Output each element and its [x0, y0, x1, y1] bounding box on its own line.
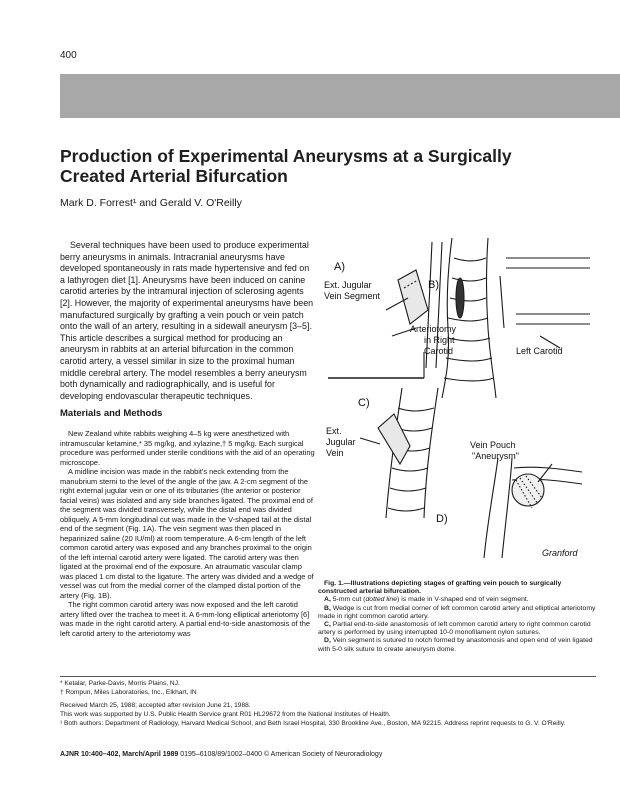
figure-caption [318, 580, 596, 654]
page-number: 400 [60, 50, 77, 61]
caption-c: C, Partial end-to-side anastomosis of left common carotid artery to right common carotid artery is performed by using interrupted 10-0 monofilament nylon sutures. [318, 621, 591, 637]
header-banner [60, 74, 620, 118]
surgical-illustration [320, 228, 592, 576]
figure-label-aneurysm: "Aneurysm" [472, 451, 519, 461]
figure-label-left-carotid: Left Carotid [516, 346, 563, 356]
left-carotid [500, 258, 590, 328]
body-text [60, 429, 316, 638]
footnote-grant: This work was supported by U.S. Public Health Service grant R01 HL29672 from the National Institutes of Health. [60, 711, 391, 718]
vein-segment [398, 270, 428, 324]
figure-label-vein-segment: Vein Segment [324, 291, 381, 301]
figure-label-arteriotomy: Arteriotomy [410, 324, 457, 334]
authors: Mark D. Forrest¹ and Gerald V. O'Reilly [60, 197, 242, 209]
figure-label-a: A) [334, 261, 345, 273]
figure-label-vein: Vein [326, 448, 344, 458]
figure-label-d: D) [436, 513, 448, 525]
section-heading: Materials and Methods [60, 408, 163, 419]
article-title: Production of Experimental Aneurysms at a Surgically Created Arterial Bifurcation [60, 146, 512, 186]
vein-c [378, 414, 410, 464]
arteriotomy [456, 278, 464, 318]
caption-lead: Fig. 1.—Illustrations depicting stages of grafting vein pouch to surgically constructed arterial bifurcation. [318, 580, 562, 596]
body-paragraph: The right common carotid artery was now exposed and the left carotid artery lifted over the trachea to meet it. A 6-mm-long elliptical arteriotomy [6] was made in the right carotid artery. A partial end-to-side anastomosis of the left carotid artery to the arteriotomy was [60, 600, 310, 638]
footnote-ketalar: * Ketalar, Parke-Davis, Morris Plains, NJ. [60, 680, 180, 687]
footnote-divider [60, 676, 596, 677]
body-paragraph: A midline incision was made in the rabbit's neck extending from the manubrium sterni to the level of the angle of the jaw. A 2-cm segment of the right external jugular vein or one of its tributaries (the anterior or posterior facial veins) was isolated and any side branches ligated. The proximal end of the segment was divided transversely, while the distal end was divided obliquely. A 5-mm longitudinal cut was made in the V-shaped tail at the distal end of the segment (Fig. 1A). The vein segment was then placed in heparinized saline (20 IU/ml) at room temperature. A 6-cm length of the left common carotid artery was exposed and any branches proximal to the origin of the left internal carotid artery were ligated. The carotid artery was then ligated at the proximal end of the exposure. An atraumatic vascular clamp was placed 1 cm distal to the ligature. The artery was divided and a wedge of vessel was cut from the medial corner of the clamped distal portion of the artery (Fig. 1B). [60, 467, 314, 600]
figure-label-vein-pouch: Vein Pouch [470, 440, 516, 450]
footnote-affiliation: ¹ Both authors: Department of Radiology, Harvard Medical School, and Beth Israel Hospital, 330 Brookline Ave., Boston, MA 92215. Address reprint requests to G. V. O'Reilly. [60, 720, 566, 727]
footnote-rompun: † Rompun, Miles Laboratories, Inc., Elkhart, IN [60, 689, 197, 696]
abstract: Several techniques have been used to produce experimental berry aneurysms in animals. Intracranial aneurysms have developed spontaneously in rats made hypertensive and fed on a lathyrogen diet [1]. Aneurysms have been induced on canine carotid arteries by the intramural injection of sclerosing agents [2]. However, the majority of experimental aneurysms have been manufactured surgically by grafting a vein pouch or vein patch onto the wall of an artery, resulting in a sidewall aneurysm [3–5]. This article describes a surgical method for producing an aneurysm in rabbits at an arterial bifurcation in the common carotid artery, a vessel similar in size to the proximal human middle cerebral artery. The model resembles a berry aneurysm both dynamically and radiographically, and is useful for developing endovascular therapeutic techniques. [60, 240, 314, 401]
journal-citation: AJNR 10:400–402, March/April 1989 0195–6108/89/1002–0400 © American Society of Neuroradiology [60, 751, 383, 758]
figure-label-in-right: in Right [424, 335, 455, 345]
caption-d: D, Vein segment is sutured to notch formed by anastomosis and open end of vein ligated with 5-0 silk suture to create aneurysm dome. [318, 637, 593, 653]
footnote-received: Received March 25, 1988; accepted after revision June 21, 1988. [60, 702, 251, 709]
figure-label-carotid: Carotid [424, 346, 454, 356]
caption-a: A, 5-mm cut (dotted line) is made in V-shaped end of vein segment. [324, 596, 529, 604]
figure-label-c: C) [358, 397, 370, 409]
figure-label-ext: Ext. [326, 426, 342, 436]
figure-label-b: B) [428, 279, 439, 291]
body-paragraph: New Zealand white rabbits weighing 4–5 kg were anesthetized with intramuscular ketamine,* 35 mg/kg, and xylazine,† 5 mg/kg. Each surgical procedure was performed under sterile conditions with the aid of an operating microscope. [60, 429, 315, 467]
caption-b: B, Wedge is cut from medial corner of left common carotid artery and elliptical arteriotomy made in right common carotid artery. [318, 604, 596, 620]
figure-label-ext-jugular-segment: Ext. Jugular [324, 280, 372, 290]
carotid-d [484, 458, 512, 558]
figure-label-jugular: Jugular [326, 437, 356, 447]
artist-signature: Granford [542, 548, 578, 558]
